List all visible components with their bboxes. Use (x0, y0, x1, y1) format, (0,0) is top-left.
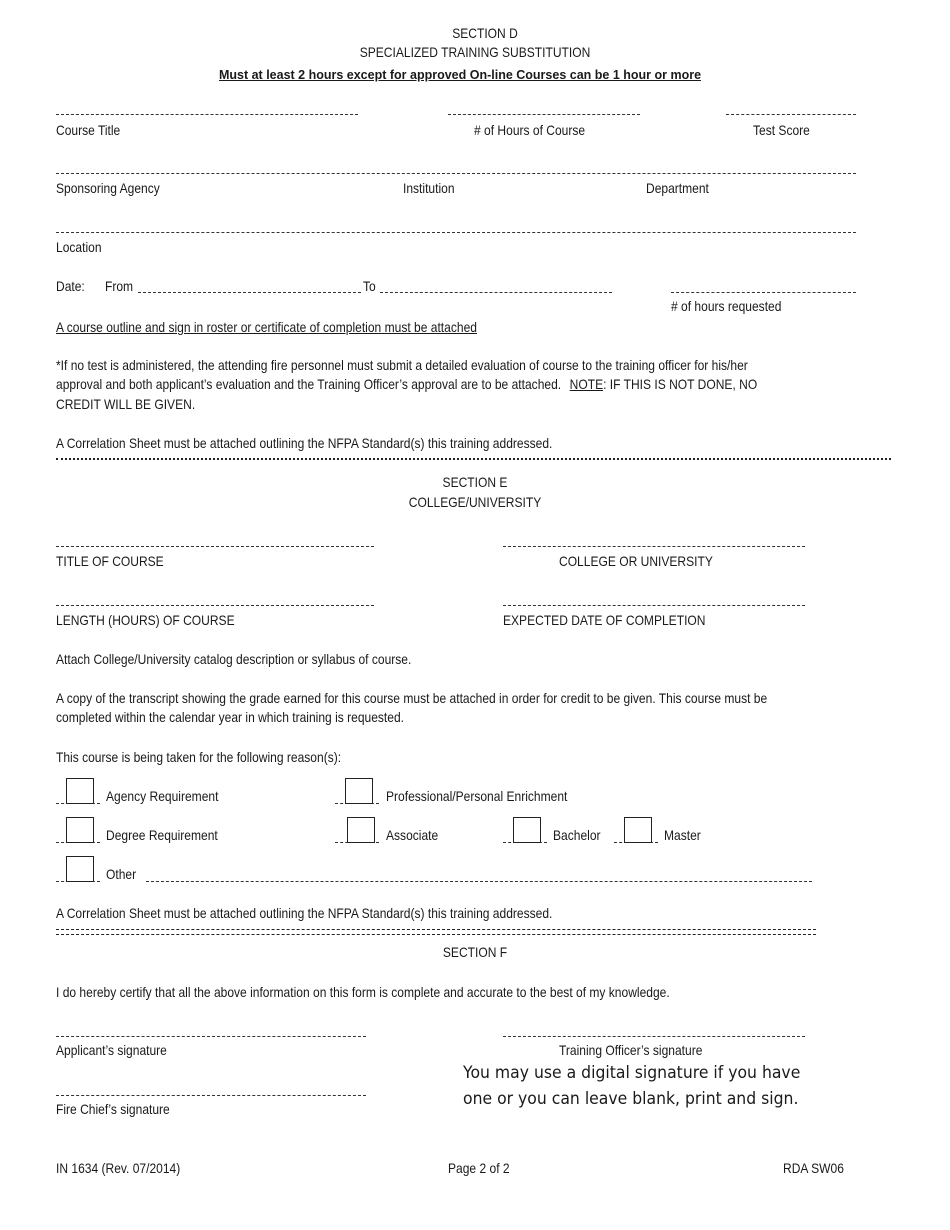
course-length-input[interactable] (56, 605, 374, 606)
applicant-signature-input[interactable] (56, 1036, 366, 1037)
section-e-heading: SECTION E (442, 474, 508, 490)
other-option[interactable] (56, 856, 156, 882)
institution-label: Institution (403, 180, 455, 196)
title-of-course-input[interactable] (56, 546, 374, 547)
other-reason-input[interactable] (146, 881, 812, 882)
professional-enrichment-label: Professional/Personal Enrichment (386, 788, 568, 804)
section-d-subtitle: Must at least 2 hours except for approved On-line Courses can be 1 hour or more (218, 68, 702, 82)
section-e-title: COLLEGE/UNIVERSITY (408, 494, 542, 510)
hours-of-course-input[interactable] (448, 114, 640, 115)
evaluation-note-line2 (56, 375, 757, 393)
bachelor-label: Bachelor (553, 827, 601, 843)
transcript-note-line2: completed within the calendar year in which training is requested. (56, 709, 405, 725)
catalog-note: Attach College/University catalog description or syllabus of course. (56, 651, 412, 667)
transcript-note-line1: A copy of the transcript showing the grade earned for this course must be attached in order for credit to be given. This course must be (56, 690, 768, 706)
section-f-heading: SECTION F (442, 944, 508, 960)
bachelor-option[interactable] (503, 817, 613, 843)
sponsoring-agency-label: Sponsoring Agency (56, 180, 160, 196)
section-d-correlation-note: A Correlation Sheet must be attached outlining the NFPA Standard(s) this training addressed. (56, 435, 553, 451)
bachelor-checkbox[interactable] (513, 817, 541, 843)
other-checkbox[interactable] (66, 856, 94, 882)
to-label: To (363, 278, 376, 294)
evaluation-note-text: approval and both applicant’s evaluation and the Training Officer’s approval are to be attached. (56, 376, 562, 392)
section-divider-stars (56, 458, 891, 460)
location-label: Location (56, 239, 102, 255)
officer-signature-label: Training Officer’s signature (559, 1042, 703, 1058)
course-title-label: Course Title (56, 122, 121, 138)
section-d-heading: SECTION D (452, 25, 518, 41)
from-label: From (105, 278, 134, 294)
note-text: : IF THIS IS NOT DONE, NO (603, 376, 758, 392)
note-label: NOTE (569, 376, 604, 392)
expected-date-label: EXPECTED DATE OF COMPLETION (503, 612, 706, 628)
college-label: COLLEGE OR UNIVERSITY (559, 553, 713, 569)
page-number: Page 2 of 2 (448, 1160, 510, 1176)
degree-requirement-label: Degree Requirement (106, 827, 218, 843)
attachment-note: A course outline and sign in roster or certificate of completion must be attached (56, 319, 477, 335)
test-score-input[interactable] (726, 114, 856, 115)
chief-signature-input[interactable] (56, 1095, 366, 1096)
master-option[interactable] (614, 817, 724, 843)
location-input[interactable] (56, 232, 856, 233)
sponsoring-agency-input[interactable] (56, 173, 856, 174)
hours-requested-input[interactable] (671, 292, 856, 293)
associate-option[interactable] (335, 817, 475, 843)
course-title-input[interactable] (56, 114, 358, 115)
test-score-label: Test Score (753, 122, 810, 138)
date-to-input[interactable] (380, 292, 612, 293)
form-number: IN 1634 (Rev. 07/2014) (56, 1160, 181, 1176)
agency-requirement-label: Agency Requirement (106, 788, 219, 804)
other-label: Other (106, 866, 137, 882)
section-divider-double (56, 929, 816, 935)
date-from-input[interactable] (138, 292, 361, 293)
professional-enrichment-checkbox[interactable] (345, 778, 373, 804)
chief-signature-label: Fire Chief’s signature (56, 1101, 170, 1117)
reasons-prompt: This course is being taken for the following reason(s): (56, 749, 342, 765)
applicant-signature-label: Applicant’s signature (56, 1042, 167, 1058)
evaluation-note-line3: CREDIT WILL BE GIVEN. (56, 396, 196, 412)
evaluation-note-line1: *If no test is administered, the attending fire personnel must submit a detailed evaluation of course to the training officer for his/her (56, 357, 748, 373)
associate-checkbox[interactable] (347, 817, 375, 843)
department-label: Department (646, 180, 709, 196)
college-input[interactable] (503, 546, 805, 547)
officer-signature-input[interactable] (503, 1036, 805, 1037)
date-label: Date: (56, 278, 85, 294)
agency-requirement-checkbox[interactable] (66, 778, 94, 804)
title-of-course-label: TITLE OF COURSE (56, 553, 164, 569)
hours-requested-label: # of hours requested (671, 298, 782, 314)
section-d-title: SPECIALIZED TRAINING SUBSTITUTION (359, 44, 591, 60)
course-length-label: LENGTH (HOURS) OF COURSE (56, 612, 235, 628)
degree-requirement-checkbox[interactable] (66, 817, 94, 843)
form-code: RDA SW06 (783, 1160, 844, 1176)
master-label: Master (664, 827, 701, 843)
certification-statement: I do hereby certify that all the above information on this form is complete and accurate to the best of my knowledge. (56, 984, 670, 1000)
hours-of-course-label: # of Hours of Course (474, 122, 586, 138)
agency-requirement-option[interactable] (56, 778, 276, 804)
digital-signature-note-line2: one or you can leave blank, print and sign. (463, 1089, 799, 1109)
master-checkbox[interactable] (624, 817, 652, 843)
digital-signature-note-line1: You may use a digital signature if you have (463, 1063, 801, 1083)
expected-date-input[interactable] (503, 605, 805, 606)
section-e-correlation-note: A Correlation Sheet must be attached outlining the NFPA Standard(s) this training addressed. (56, 905, 553, 921)
degree-requirement-option[interactable] (56, 817, 276, 843)
associate-label: Associate (386, 827, 439, 843)
professional-enrichment-option[interactable] (335, 778, 635, 804)
